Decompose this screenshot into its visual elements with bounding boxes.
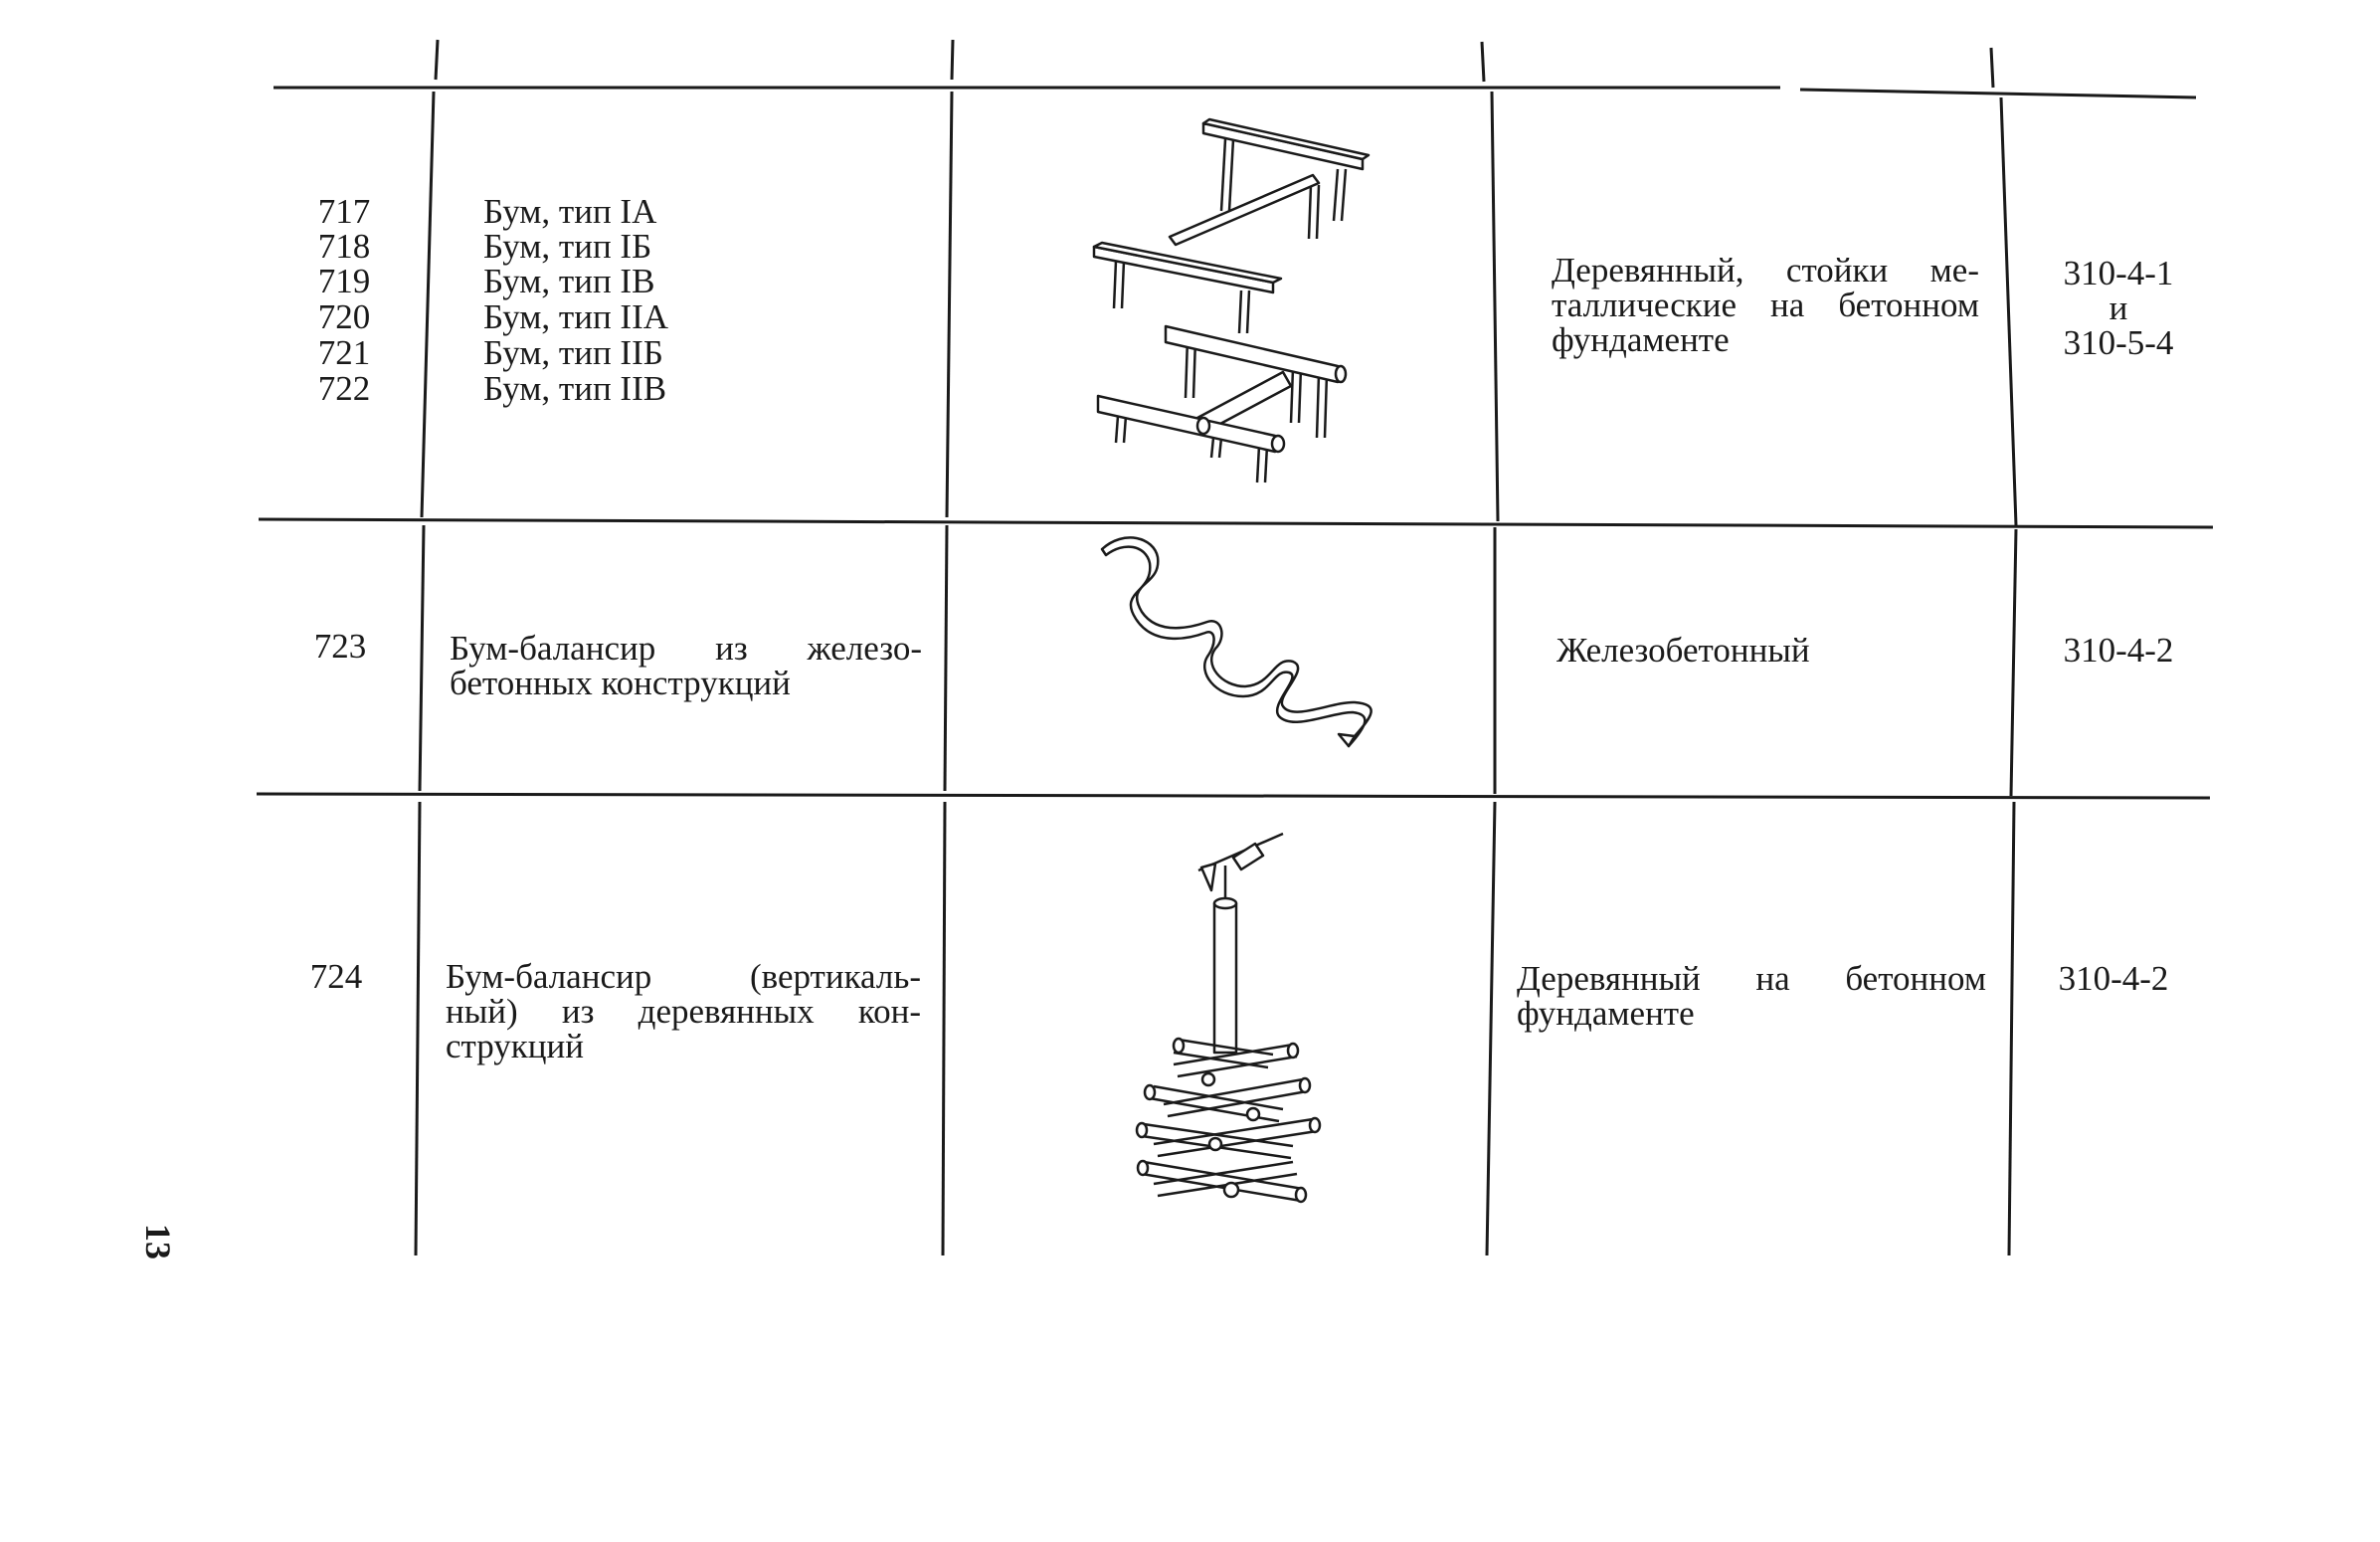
standard-code: 310-5-4 bbox=[2063, 323, 2174, 362]
standard-code: 310-4-1 bbox=[2063, 254, 2174, 292]
item-number: 723 bbox=[313, 627, 367, 666]
name-line: Бум-балансир (вертикаль- bbox=[446, 957, 921, 996]
material-line: фундаменте bbox=[1552, 320, 1730, 359]
standard-code: 310-4-2 bbox=[2058, 959, 2169, 998]
item-name: Бум, тип IIБ bbox=[483, 333, 663, 372]
standard-code-conjunction: и bbox=[2108, 289, 2128, 327]
material-line: Деревянный на бетонном bbox=[1517, 959, 1986, 998]
material-description: Железобетонный bbox=[1556, 631, 1810, 670]
page-number: 13 bbox=[138, 1224, 178, 1259]
name-line: ный) из деревянных кон- bbox=[446, 992, 921, 1031]
item-number: 724 bbox=[309, 957, 363, 996]
item-name: Бум, тип IIВ bbox=[483, 369, 667, 408]
item-number: 720 bbox=[317, 297, 371, 336]
name-line: Бум-балансир из железо- bbox=[450, 629, 922, 668]
item-name: Бум, тип IIА bbox=[483, 297, 669, 336]
item-name: Бум, тип IА bbox=[483, 192, 657, 231]
material-line: Деревянный, стойки ме- bbox=[1552, 251, 1979, 289]
standard-code: 310-4-2 bbox=[2063, 631, 2174, 670]
item-name: Бум, тип IВ bbox=[483, 262, 655, 300]
material-line: фундаменте bbox=[1517, 994, 1695, 1033]
name-line: струкций bbox=[446, 1027, 584, 1065]
material-line: таллические на бетонном bbox=[1552, 286, 1979, 324]
item-number: 719 bbox=[317, 262, 371, 300]
item-name: Бум, тип IБ bbox=[483, 227, 652, 266]
item-number: 717 bbox=[317, 192, 371, 231]
item-number: 718 bbox=[317, 227, 371, 266]
name-line: бетонных конструкций bbox=[450, 664, 791, 702]
item-number: 721 bbox=[317, 333, 371, 372]
item-number: 722 bbox=[317, 369, 371, 408]
